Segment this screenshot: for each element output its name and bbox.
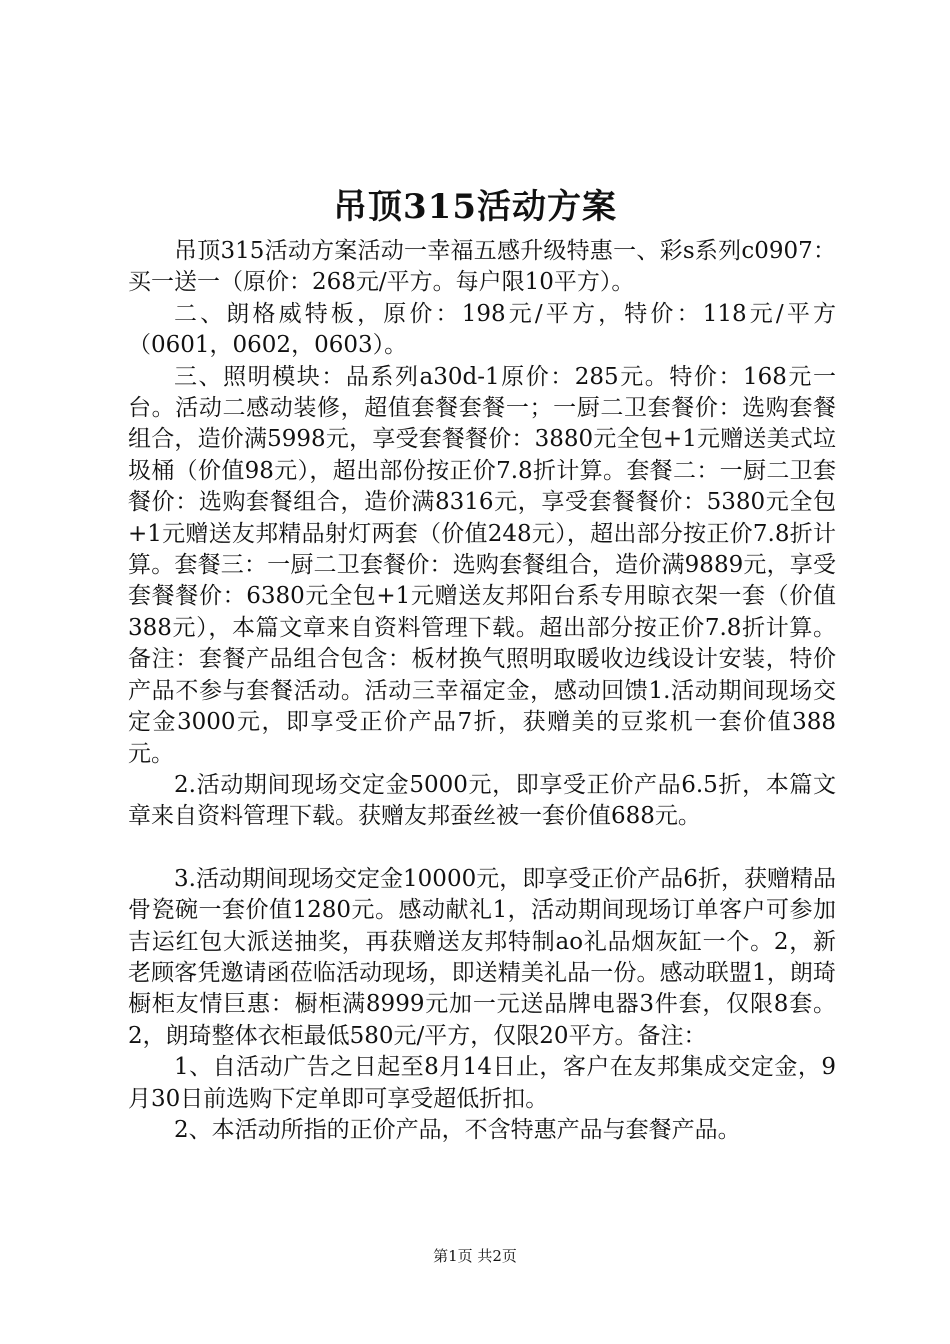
paragraph: 1、自活动广告之日起至8月14日止，客户在友邦集成交定金，9月30日前选购下定单即可享受超低折扣。	[128, 1054, 836, 1112]
paragraph: 3.活动期间现场交定金10000元，即享受正价产品6折，获赠精品骨瓷碗一套价值1280元。感动献礼1，活动期间现场订单客户可参加吉运红包大派送抽奖，再获赠送友邦特制ao礼品烟灰缸一个。2，新老顾客凭邀请函莅临活动现场，即送精美礼品一份。感动联盟1，朗琦橱柜友情巨惠：橱柜满8999元加一元送品牌电器3件套，仅限8套。2，朗琦整体衣柜最低580元/平方，仅限20平方。备注：	[128, 865, 836, 1049]
paragraph: 三、照明模块：品系列a30d-1原价：285元。特价：168元一台。活动二感动装修，超值套餐套餐一；一厨二卫套餐价：选购套餐组合，造价满5998元，享受套餐餐价：3880元全包+1元赠送美式垃圾桶（价值98元），超出部份按正价7.8折计算。套餐二：一厨二卫套餐价：选购套餐组合，造价满8316元，享受套餐餐价：5380元全包+1元赠送友邦精品射灯两套（价值248元），超出部分按正价7.8折计算。套餐三：一厨二卫套餐价：选购套餐组合，造价满9889元，享受套餐餐价：6380元全包+1元赠送友邦阳台系专用晾衣架一套（价值388元），本篇文章来自资料管理下载。超出部分按正价7.8折计算。备注：套餐产品组合包含：板材换气照明取暖收边线设计安装，特价产品不参与套餐活动。活动三幸福定金，感动回馈1.活动期间现场交定金3000元，即享受正价产品7折，获赠美的豆浆机一套价值388元。	[128, 363, 836, 767]
paragraph: 2、本活动所指的正价产品，不含特惠产品与套餐产品。	[174, 1116, 741, 1143]
document-title: 吊顶315活动方案	[333, 187, 617, 227]
page-number-footer: 第1页 共2页	[433, 1247, 517, 1265]
paragraph: 二、朗格威特板，原价：198元/平方，特价：118元/平方（0601，0602，0603）。	[128, 300, 836, 359]
paragraph: 2.活动期间现场交定金5000元，即享受正价产品6.5折，本篇文章来自资料管理下载。获赠友邦蚕丝被一套价值688元。	[128, 771, 836, 830]
paragraph: 吊顶315活动方案活动一幸福五感升级特惠一、彩s系列c0907：买一送一（原价：268元/平方。每户限10平方）。	[128, 238, 836, 296]
document-body	[128, 236, 836, 1146]
